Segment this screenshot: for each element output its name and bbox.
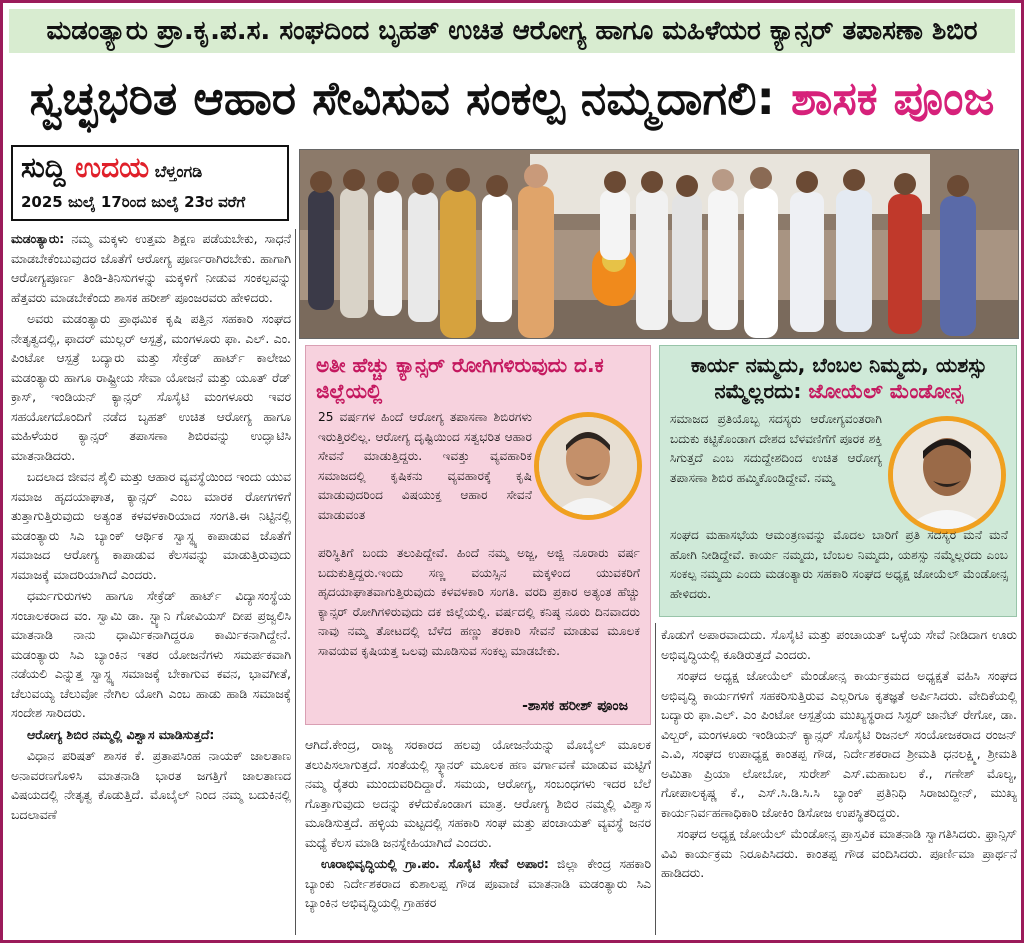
headline-main: ಸ್ವಚ್ಛಭರಿತ ಆಹಾರ ಸೇವಿಸುವ ಸಂಕಲ್ಪ ನಮ್ಮದಾಗಲಿ: (29, 71, 791, 125)
green-box-title-a: ಕಾರ್ಯ ನಮ್ಮದು, ಬೆಂಬಲ ನಿಮ್ಮದು, ಯಶಸ್ಸು ನಮ್ಮೆಲ್ಲರದು: (690, 353, 988, 403)
left-column (11, 229, 291, 935)
mid-para-1: ಆಗಿದೆ.ಕೇಂದ್ರ, ರಾಜ್ಯ ಸರಕಾರದ ಹಲವು ಯೋಜನೆಯನ್ನು ಮೊಬೈಲ್ ಮೂಲಕ ತಲುಪಿಸಲಾಗುತ್ತದೆ. ಸಂತೆಯಲ್ಲಿ ಸ್ಕ್ಯಾನರ್ ಮೂಲಕ ಹಣ ವರ್ಗಾವಣೆ ಮಾಡುವ ಮಟ್ಟಿಗೆ ನಮ್ಮ ರೈತರು ಮುಂದುವರಿದಿದ್ದಾರೆ. ಸಮಯ, ಆರೋಗ್ಯ, ಸಂಬಂಧಗಳು ಇದರ ಬೆಲೆ ಗೊತ್ತಾಗುವುದು ಅದನ್ನು ಕಳೆದುಕೊಂಡಾಗ ಮಾತ್ರ. ಆರೋಗ್ಯ ಶಿಬಿರ ನಮ್ಮಲ್ಲಿ ವಿಶ್ವಾಸ ಮೂಡಿಸುತ್ತದೆ. ಹಳ್ಳಿಯ ಮಟ್ಟದಲ್ಲಿ ಸಹಕಾರಿ ಸಂಘ ಮತ್ತು ಪಂಚಾಯತ್ ವ್ಯವಸ್ಥೆ ಜನರ ಮಧ್ಯೆ ಕೆಲಸ ಮಾಡಿ ಜನಸ್ನೇಹಿಯಾಗಿದೆ ಎಂದರು. (305, 737, 651, 850)
masthead-title (21, 151, 202, 185)
left-para-1-text: ನಮ್ಮ ಮಕ್ಕಳು ಉತ್ತಮ ಶಿಕ್ಷಣ ಪಡೆಯಬೇಕು, ಸಾಧನೆ ಮಾಡಬೇಕೆಂಬುವುದರ ಜೊತೆಗೆ ಆರೋಗ್ಯ ಪೂರ್ಣರಾಗಿರಬೇಕು. ಹಾಗಾಗಿ ಆರೋಗ್ಯಪೂರ್ಣ ತಿಂಡಿ-ತಿನಿಸುಗಳನ್ನು ಮಕ್ಕಳಿಗೆ ನೀಡುವ ಸಂಕಲ್ಪವನ್ನು ಹೆತ್ತವರು ಮಾಡಬೇಕೆಂದು ಶಾಸಕ ಹರೀಶ್ ಪೂಂಜರವರು ಹೇಳಿದರು. (11, 231, 291, 305)
kicker-strap: ಮಡಂತ್ಯಾರು ಪ್ರಾ.ಕೃ.ಪ.ಸ. ಸಂಘದಿಂದ ಬೃಹತ್ ಉಚಿತ ಆರೋಗ್ಯ ಹಾಗೂ ಮಹಿಳೆಯರ ಕ್ಯಾನ್ಸರ್ ತಪಾಸಣಾ ಶಿಬಿರ (9, 9, 1015, 53)
left-para-2: ಅವರು ಮಡಂತ್ಯಾರು ಪ್ರಾಥಮಿಕ ಕೃಷಿ ಪತ್ತಿನ ಸಹಕಾರಿ ಸಂಘದ ನೇತೃತ್ವದಲ್ಲಿ, ಫಾದರ್ ಮುಲ್ಲರ್ ಆಸ್ಪತ್ರೆ, ಮಂಗಳೂರು ಫಾ. ಎಲ್. ಎಂ. ಪಿಂಟೋ ಆಸ್ಪತ್ರೆ ಬದ್ಯಾರು ಮತ್ತು ಸೇಕ್ರೆಡ್ ಹಾರ್ಟ್ ಕಾಲೇಜು ಮಡಂತ್ಯಾರು ಹಾಗೂ ರಾಷ್ಟ್ರೀಯ ಸೇವಾ ಯೋಜನೆ ಮತ್ತು ಯೂತ್ ರೆಡ್ ಕ್ರಾಸ್, ಇಂಡಿಯನ್ ಕ್ಯಾನ್ಸರ್ ಸೊಸೈಟಿ ಮಂಗಳೂರು ಇವರ ಸಹಯೋಗದೊಂದಿಗೆ ನಡೆದ ಬೃಹತ್ ಉಚಿತ ಆರೋಗ್ಯ ಹಾಗೂ ಮಹಿಳೆಯರ ಕ್ಯಾನ್ಸರ್ ತಪಾಸಣಾ ಶಿಬಿರವನ್ನು ಉದ್ಘಾಟಿಸಿ ಮಾತನಾಡಿದರು. (11, 311, 291, 463)
masthead-place: ಬೆಳ್ತಂಗಡಿ (149, 162, 203, 181)
dateline: ಮಡಂತ್ಯಾರು: (11, 231, 65, 246)
left-para-3: ಬದಲಾದ ಜೀವನ ಶೈಲಿ ಮತ್ತು ಆಹಾರ ವ್ಯವಸ್ಥೆಯಿಂದ ಇಂದು ಯುವ ಸಮಾಜ ಹೃದಯಾಘಾತ, ಕ್ಯಾನ್ಸರ್ ಎಂಬ ಮಾರಕ ರೋಗಗಳಿಗೆ ತುತ್ತಾಗುತ್ತಿರುವುದು ಅತ್ಯಂತ ಕಳವಳಕಾರಿಯಾದ ಸಂಗತಿ.ಈ ನಿಟ್ಟಿನಲ್ಲಿ ಮಡಂತ್ಯಾರು ಸಿಎ ಬ್ಯಾಂಕ್ ಆರ್ಥಿಕ ಸ್ವಾಸ್ಥ್ಯ ಕಾಪಾಡುವ ಜೊತೆಗೆ ಸಮಾಜದ ಆರೋಗ್ಯ ಕಾಪಾಡುವ ಕೆಲಸವನ್ನು ಮಾಡುತ್ತಿರುವುದು ಸಮಾಜಕ್ಕೆ ಮಾದರಿಯಾಗಿದೆ ಎಂದರು. (11, 469, 291, 582)
right-para-3: ಸಂಘದ ಅಧ್ಯಕ್ಷ ಜೋಯೆಲ್ ಮೆಂಡೋನ್ಸ ಪ್ರಾಸ್ತವಿಕ ಮಾತನಾಡಿ ಸ್ವಾಗತಿಸಿದರು. ಫ್ರಾನ್ಸಿಸ್ ವಿವಿ ಕಾರ್ಯಕ್ರಮ ನಿರೂಪಿಸಿದರು. ಕಾಂತಪ್ಪ ಗೌಡ ವಂದಿಸಿದರು. ಪೂರ್ಣಿಮಾ ಪ್ರಾರ್ಥನೆ ಹಾಡಿದರು. (661, 826, 1017, 880)
mid-para-2-text: ಜಿಲ್ಲಾ ಕೇಂದ್ರ ಸಹಕಾರಿ ಬ್ಯಾಂಕು ನಿರ್ದೇಶಕರಾದ ಕುಶಾಲಪ್ಪ ಗೌಡ ಪೂವಾಜೆ ಮಾತನಾಡಿ ಮಡಂತ್ಯಾರು ಸಿಎ ಬ್ಯಾಂಕಿನ ಅಭಿವೃದ್ಧಿಯಲ್ಲಿ ಗ್ರಾಹಕರ (305, 856, 651, 910)
green-box-text-top: ಸಮಾಜದ ಪ್ರತಿಯೊಬ್ಬ ಸದಸ್ಯರು ಆರೋಗ್ಯವಂತರಾಗಿ ಬದುಕು ಕಟ್ಟಿಕೊಂಡಾಗ ದೇಶದ ಬೆಳವಣಿಗೆಗೆ ಪೂರಕ ಶಕ್ತಿ ಸಿಗುತ್ತದೆ ಎಂಬ ಸದುದ್ದೇಶದಿಂದ ಉಚಿತ ಆರೋಗ್ಯ ತಪಾಸಣಾ ಶಿಬಿರ ಹಮ್ಮಿಕೊಂಡಿದ್ದೇವೆ. ನಮ್ಮ (670, 412, 882, 485)
pink-sidebar-box (305, 345, 651, 725)
portrait-president (888, 416, 1006, 534)
right-column (661, 625, 1017, 935)
masthead-dates: 2025 ಜುಲೈ 17ರಿಂದ ಜುಲೈ 23ರ ವರೆಗೆ (21, 193, 246, 211)
mid-subhead: ಊರಾಭಿವೃದ್ಧಿಯಲ್ಲಿ ಗ್ರಾ.ಪಂ. ಸೊಸೈಟಿ ಸೇವೆ ಅಪಾರ: (321, 856, 549, 871)
green-box-text-bottom: ಸಂಘದ ಮಹಾಸಭೆಯ ಆಮಂತ್ರಣವನ್ನು ಮೊದಲ ಬಾರಿಗೆ ಪ್ರತಿ ಸದಸ್ಯರ ಮನೆ ಮನೆ ಹೋಗಿ ನೀಡಿದ್ದೇವೆ. ಕಾರ್ಯ ನಮ್ಮದು, ಬೆಂಬಲ ನಿಮ್ಮದು, ಯಶಸ್ಸು ನಮ್ಮೆಲ್ಲರದು ಎಂಬ ಸಂಕಲ್ಪ ನಮ್ಮದು ಎಂದು ಮಡಂತ್ಯಾರು ಸಹಕಾರಿ ಸಂಘದ ಅಧ್ಯಕ್ಷ ಜೋಯೆಲ್ ಮೆಂಡೋನ್ಸ ಹೇಳಿದರು. (670, 528, 1008, 601)
portrait-mla-graphic (539, 417, 637, 515)
masthead-name-a: ಸುದ್ದಿ (21, 151, 76, 184)
pink-box-text-top: 25 ವರ್ಷಗಳ ಹಿಂದೆ ಆರೋಗ್ಯ ತಪಾಸಣಾ ಶಿಬಿರಗಳು ಇರುತ್ತಿರಲಿಲ್ಲ. ಆರೋಗ್ಯ ದೃಷ್ಟಿಯಿಂದ ಸತ್ವಭರಿತ ಆಹಾರ ಸೇವನೆ ಮಾಡುತ್ತಿದ್ದರು. ಇವತ್ತು ವ್ಯವಹಾರಿಕ ಸಮಾಜದಲ್ಲಿ ಕೃಷಿಕನು ವ್ಯವಹಾರಕ್ಕೆ ಕೃಷಿ ಮಾಡುವುದರಿಂದ ವಿಷಯುಕ್ತ ಆಹಾರ ಸೇವನೆ ಮಾಡುವಂತ (318, 410, 532, 522)
middle-column (305, 735, 651, 935)
masthead-name-b: ಉದಯ (75, 151, 150, 184)
event-photo-graphic (300, 150, 1019, 339)
portrait-mla (534, 412, 642, 520)
masthead-box (11, 145, 289, 221)
left-para-4: ಧರ್ಮಗುರುಗಳು ಹಾಗೂ ಸೇಕ್ರೆಡ್ ಹಾರ್ಟ್ ವಿದ್ಯಾಸಂಸ್ಥೆಯ ಸಂಚಾಲಕರಾದ ವಂ. ಸ್ವಾಮಿ ಡಾ. ಸ್ಟ್ಯಾನಿ ಗೋವಿಯಸ್ ದೀಪ ಪ್ರಜ್ವಲಿಸಿ ಮಾತನಾಡಿ ನಾನು ಧಾರ್ಮಿಕನಾಗಿದ್ದರೂ ಕಾರ್ಮಿಕನಾಗಿದ್ದೇನೆ. ಮಡಂತ್ಯಾರು ಸಿಎ ಬ್ಯಾಂಕಿನ ಇತರ ಯೋಜನೆಗಳು ಸಮರ್ಪಕವಾಗಿ ನಡೆಯಲಿ ಎನ್ನುತ್ತ ಸ್ವಾಸ್ಥ್ಯ ಸಮಾಜಕ್ಕೆ ಬೇಕಾಗುವ ಕವನ, ಭಾವಗೀತೆ, ಚೆಲುವಯ್ಯ ಚೆಲುವೋ ನೇಗಿಲ ಯೋಗಿ ಎಂಬ ಹಾಡು ಹಾಡಿ ಸಮಾಜಕ್ಕೆ ಸಂದೇಶ ಸಾರಿದರು. (11, 588, 291, 720)
column-divider-right (655, 623, 656, 935)
column-divider (295, 229, 296, 935)
green-sidebar-box (659, 345, 1017, 617)
green-box-title (668, 352, 1010, 404)
mid-para-2 (305, 854, 651, 913)
left-para-5: ವಿಧಾನ ಪರಿಷತ್ ಶಾಸಕ ಕೆ. ಪ್ರತಾಪಸಿಂಹ ನಾಯಕ್ ಜಾಲತಾಣ ಅನಾವರಣಗೊಳಿಸಿ ಮಾತನಾಡಿ ಭಾರತ ಜಗತ್ತಿಗೆ ಜಾಲತಾಣದ ವಿಷಯದಲ್ಲಿ ನೇತೃತ್ವ ಕೊಡುತ್ತಿದೆ. ಮೊಬೈಲ್ ನಿಂದ ನಮ್ಮ ಬದುಕಿನಲ್ಲಿ ಬದಲಾವಣೆ (11, 748, 291, 822)
main-headline (9, 57, 1015, 139)
pink-box-text-bottom: ಪರಿಸ್ಥಿತಿಗೆ ಬಂದು ತಲುಪಿದ್ದೇವೆ. ಹಿಂದೆ ನಮ್ಮ ಅಜ್ಜ, ಅಜ್ಜಿ ನೂರಾರು ವರ್ಷ ಬದುಕುತ್ತಿದ್ದರು.ಇಂದು ಸಣ್ಣ ವಯಸ್ಸಿನ ಮಕ್ಕಳಿಂದ ಯುವಕರಿಗೆ ಹೃದಯಾಘಾತವಾಗುತ್ತಿರುವುದು ಕಳವಳಕಾರಿ ಸಂಗತಿ. ವರದಿ ಪ್ರಕಾರ ಅತ್ಯಂತ ಹೆಚ್ಚು ಕ್ಯಾನ್ಸರ್ ರೋಗಿಗಳಿರುವುದು ದಕ ಜಿಲ್ಲೆಯಲ್ಲಿ. ವರ್ಷದಲ್ಲಿ ಕನಿಷ್ಠ ನೂರು ದಿನವಾದರು ನಾವು ನಮ್ಮ ತೋಟದಲ್ಲಿ ಬೆಳೆದ ಹಣ್ಣು ತರಕಾರಿ ಸೇವನೆ ಮಾಡುವ ಮೂಲಕ ಸಾವಯವ ಕೃಷಿಯತ್ತ ಒಲವು ಮೂಡಿಸುವ ಸಂಕಲ್ಪ ಮಾಡಬೇಕು. (318, 546, 640, 658)
pink-box-title: ಅತೀ ಹೆಚ್ಚು ಕ್ಯಾನ್ಸರ್ ರೋಗಿಗಳಿರುವುದು ದ.ಕ ಜಿಲ್ಲೆಯಲ್ಲಿ (316, 353, 604, 403)
portrait-president-graphic (893, 421, 1001, 529)
headline-accent: ಶಾಸಕ ಪೂಂಜ (790, 71, 995, 125)
right-para-1: ಕೊಡುಗೆ ಅಪಾರವಾದುದು. ಸೊಸೈಟಿ ಮತ್ತು ಪಂಚಾಯತ್ ಒಳ್ಳೆಯ ಸೇವೆ ನೀಡಿದಾಗ ಊರು ಅಭಿವೃದ್ಧಿಯಲ್ಲಿ ಕೂಡಿರುತ್ತದೆ ಎಂದರು. (661, 627, 1017, 662)
right-para-2: ಸಂಘದ ಅಧ್ಯಕ್ಷ ಜೋಯೆಲ್ ಮೆಂಡೋನ್ಸ ಕಾರ್ಯಕ್ರಮದ ಅಧ್ಯಕ್ಷತೆ ವಹಿಸಿ ಸಂಘದ ಅಭಿವೃದ್ಧಿ ಕಾರ್ಯಗಳಿಗೆ ಸಹಕರಿಸುತ್ತಿರುವ ಎಲ್ಲರಿಗೂ ಕೃತಜ್ಞತೆ ಅರ್ಪಿಸಿದರು. ವೇದಿಕೆಯಲ್ಲಿ ಬದ್ಯಾರು ಫಾ.ಎಲ್. ಎಂ ಪಿಂಟೋ ಆಸ್ಪತ್ರೆಯ ಮುಖ್ಯಸ್ಥರಾದ ಸಿಸ್ಟರ್ ಜಾನೆಟ್ ರೇಗೋ, ಡಾ. ವಿಲ್ಬರ್, ಮಂಗಳೂರು ಇಂಡಿಯನ್ ಕ್ಯಾನ್ಸರ್ ಸೊಸೈಟಿ ರಿಜನಲ್ ಸಂಯೋಜಕರಾದ ರಂಜನ್ ಎ.ವಿ, ಸಂಘದ ಉಪಾಧ್ಯಕ್ಷ ಕಾಂತಪ್ಪ ಗೌಡ, ನಿರ್ದೇಶಕರಾದ ಶ್ರೀಮತಿ ಧನಲಕ್ಷ್ಮಿ, ಶ್ರೀಮತಿ ಅಮಿತಾ ಪ್ರಿಯಾ ಲೋಬೋ, ಸುರೇಶ್ ಎಸ್.ಮಹಾಬಲ ಕೆ., ಗಣೇಶ್ ಮೊಲ್ಯ, ಗೋಪಾಲಕೃಷ್ಣ ಕೆ., ಎಸ್.ಸಿ.ಡಿ.ಸಿ.ಸಿ ಬ್ಯಾಂಕ್ ಪ್ರತಿನಿಧಿ ಸಿರಾಜುದ್ದೀನ್, ಮುಖ್ಯ ಕಾರ್ಯನಿರ್ವಹಣಾಧಿಕಾರಿ ಜೋಕಿಂ ಡಿಸೋಜ ಉಪಸ್ಥಿತರಿದ್ದರು. (661, 668, 1017, 820)
event-photo (299, 149, 1019, 339)
left-para-1 (11, 229, 291, 307)
green-box-title-b: ಜೋಯೆಲ್ ಮೆಂಡೋನ್ಸ (808, 379, 964, 403)
left-subhead: ಆರೋಗ್ಯ ಶಿಬಿರ ನಮ್ಮಲ್ಲಿ ವಿಶ್ವಾಸ ಮಾಡಿಸುತ್ತದೆ: (27, 726, 215, 742)
pink-box-signature: -ಶಾಸಕ ಹರೀಶ್ ಪೂಂಜ (522, 698, 628, 714)
